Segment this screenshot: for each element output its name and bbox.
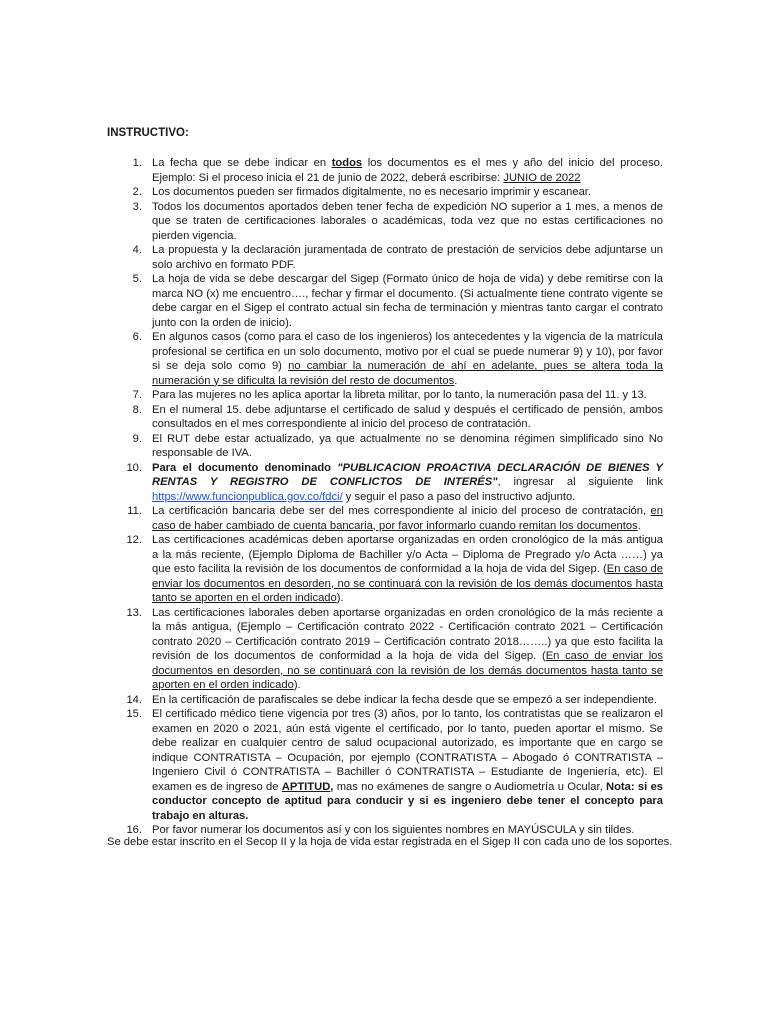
text-segment: los documentos es el mes y año del inicio del proceso. Ejemplo: Si el proceso inicia el 21 de junio de 2022, deberá escribirse: [152,157,664,184]
list-item-text [152,461,663,505]
list-item-text [152,432,663,461]
list-item-text [152,533,663,606]
list-item [107,243,663,272]
list-item-number: 3. [132,200,142,213]
list-item [107,707,663,823]
text-segment: Por favor numerar los documentos así y con los siguientes nombres en MAYÚSCULA y sin tildes. [152,824,635,836]
text-segment: En caso de enviar los documentos en desorden, no se continuará con la revisión de los demás documentos hasta tanto se aporten en el orden indicado [152,563,663,604]
text-segment: En la certificación de parafiscales se debe indicar la fecha desde que se empezó a ser independiente. [152,693,657,706]
text-segment: Las certificaciones académicas deben aportarse organizadas en orden cronológico de la más antigua a la más reciente, (Ejemplo Diploma de Bachiller y/o Acta – Diploma de Pregrado y/o Acta ……) ya que esto facilita la revisión de los documentos de conformidad a la hoja de vida del Sigep. ( [152,534,663,575]
text-segment: La hoja de vida se debe descargar del Sigep (Formato único de hoja de vida) y debe remitirse con la marca NO (x) me encuentro…., fechar y firmar el documento. (Si actualmente tiene contrato vigente se debe cargar en el Sigep el contrato actual sin fecha de terminación y mientras tanto cargar el contrato junto con la orden de inicio). [152,273,663,329]
text-segment: La fecha que se debe indicar en [152,157,332,169]
list-item [107,606,663,693]
list-item-text [152,243,663,272]
list-item-text [152,185,663,200]
text-segment: todos [331,157,363,169]
list-item-number: 14. [126,693,142,706]
text-segment: "PUBLICACION PROACTIVA DECLARACIÓN DE BIENES Y RENTAS Y REGISTRO DE CONFLICTOS DE INTERÉS" [152,461,664,488]
text-segment: . [454,374,458,387]
list-item-text [152,200,663,244]
list-item-number: 5. [132,273,142,285]
text-segment: En caso de enviar los documentos en desorden, no se continuará con la revisión de los demás documentos hasta tanto se aporten en el orden indicado [152,650,663,691]
list-item [107,200,663,244]
text-segment: Para las mujeres no les aplica aportar la libreta militar, por lo tanto, la numeración pasa del 11. y 13. [152,389,647,401]
list-item [107,185,663,200]
list-item-number: 7. [132,389,142,401]
list-item-text [152,504,663,533]
text-segment: Las certificaciones laborales deben aportarse organizadas en orden cronológico de la más reciente a la más antigua, (Ejemplo – Certificación contrato 2022 - Certificación contrato 2021 – Certificación contrato 2020 – Certificación contrato 2019 – Certificación contrato 2018……..) ya que esto facilita la revisión de los documentos de conformidad a la hoja de vida del Sigep. ( [152,606,663,662]
text-segment: En el numeral 15. debe adjuntarse el certificado de salud y después el certificado de pensión, ambos consultados en el mes correspondiente al inicio del proceso de contratación. [152,403,663,430]
text-segment: La propuesta y la declaración juramentada de contrato de prestación de servicios debe adjuntarse un solo archivo en formato PDF. [152,244,663,271]
text-segment: El certificado médico tiene vigencia por tres (3) años, por lo tanto, los contratistas que se realizaron el examen en 2020 o 2021, aún está vigente el certificado, por lo tanto, pueden aportar el mismo. Se debe realizar en cualquier centro de salud ocupacional autorizado, es importante que en cargo se indique CONTRATISTA – Ocupación, por ejemplo (CONTRATISTA – Abogado ó CONTRATISTA – Ingeniero Civil ó CONTRATISTA – Bachiller ó CONTRATISTA – Estudiante de Ingeniería, etc). El examen es de ingreso de [152,708,663,793]
list-item [107,403,663,432]
text-segment: no cambiar la numeración de ahí en adelante, pues se altera toda la numeración y se dificulta la revisión del resto de documentos [152,360,663,387]
text-segment: y seguir el paso a paso del instructivo adjunto. [342,490,576,503]
text-segment: en caso de haber cambiado de cuenta bancaria, por favor informarlo cuando remitan los documentos [152,505,663,532]
text-segment: Nota: si es conductor concepto de aptitud para conducir y si es ingeniero debe tener el concepto para trabajo en alturas. [152,780,664,822]
list-item [107,693,663,708]
text-segment: APTITUD, [281,780,334,793]
list-item-number: 15. [126,708,142,720]
text-segment: En algunos casos (como para el caso de los ingenieros) los antecedentes y la vigencia de la matrícula profesional se certifica en un solo documento, motivo por el cual se puede numerar 9) y 10), por favor si se deja solo como 9) [152,331,663,372]
list-item-text [152,693,663,708]
list-item-number: 2. [132,186,142,198]
list-item-text [152,330,663,388]
list-item-number: 4. [132,244,142,256]
list-item-number: 13. [126,606,142,619]
list-item-number: 12. [126,534,142,546]
list-item-number: 9. [132,432,142,445]
list-item-text [152,606,663,693]
list-item [107,156,663,185]
funcion-publica-link[interactable]: https://www.funcionpublica.gov.co/fdci/ [152,490,343,503]
list-item-number: 10. [126,461,142,474]
list-item-text [152,388,663,403]
text-segment: El RUT debe estar actualizado, ya que actualmente no se denomina régimen simplificado sino No responsable de IVA. [152,432,663,459]
list-item-number: 11. [127,505,142,517]
page-title: INSTRUCTIVO: [107,127,189,139]
text-segment: Para el documento denominado [152,461,338,474]
list-item [107,461,663,505]
text-segment: JUNIO de 2022 [503,171,581,184]
list-item [107,504,663,533]
list-item-number: 6. [132,331,142,343]
list-item [107,533,663,606]
list-item [107,388,663,403]
text-segment: Todos los documentos aportados deben tener fecha de expedición NO superior a 1 mes, a menos de que se traten de certificaciones laborales o académicas, toda vez que no estas certificaciones no pierden vigencia. [152,200,663,242]
instruction-list [107,156,663,838]
text-segment: Los documentos pueden ser firmados digitalmente, no es necesario imprimir y escanear. [152,186,592,198]
list-item-text [152,272,663,330]
text-segment: La certificación bancaria debe ser del mes correspondiente al inicio del proceso de contratación, [152,505,651,517]
text-segment: ). [336,592,344,604]
text-segment: . [637,519,641,532]
list-item-text [152,403,663,432]
list-item-number: 1. [132,157,142,169]
text-segment: mas no exámenes de sangre o Audiometría u Ocular, [333,780,607,793]
list-item [107,432,663,461]
list-item-number: 8. [132,403,142,416]
list-item-text [152,156,663,185]
list-item [107,330,663,388]
list-item-text [152,707,663,823]
text-segment: , ingresar al siguiente link [497,476,663,488]
footer-note: Se debe estar inscrito en el Secop II y la hoja de vida estar registrada en el Sigep II con cada uno de los soportes. [107,836,673,848]
list-item [107,272,663,330]
list-item-number: 16. [126,824,142,836]
text-segment: ). [293,679,301,691]
